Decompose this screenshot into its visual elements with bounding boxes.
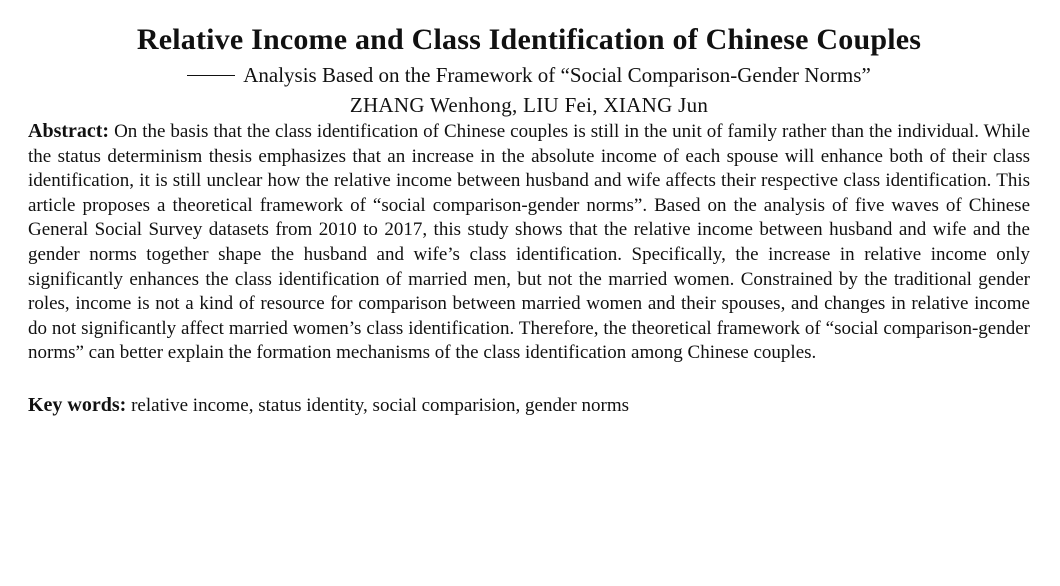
em-dash-rule [187, 75, 235, 76]
abstract-label: Abstract: [28, 120, 110, 142]
keywords-text: relative income, status identity, social comparision, gender norms [131, 394, 629, 416]
abstract-text: On the basis that the class identification of Chinese couples is still in the unit of family rather than the individual. While the status determinism thesis emphasizes that an increase in the absolute income of each spouse will enhance both of their class identification, it is still unclear how the relative income between husband and wife affects their respective class identification. This article proposes a theoretical framework of “social comparison-gender norms”. Based on the analysis of five waves of Chinese General Social Survey datasets from 2010 to 2017, this study shows that the relative income between husband and wife and the gender norms together shape the husband and wife’s class identification. Specifically, the increase in relative income only significantly enhances the class identification of married men, but not the married women. Constrained by the traditional gender roles, income is not a kind of resource for comparison between married women and their spouses, and changes in relative income do not significantly affect married women’s class identification. Therefore, the theoretical framework of “social comparison-gender norms” can better explain the formation mechanisms of the class identification among Chinese couples. [28, 121, 1031, 364]
keywords-line [28, 393, 1030, 418]
paper-subtitle [28, 61, 1030, 89]
abstract-paragraph [28, 119, 1030, 366]
paper-authors: ZHANG Wenhong, LIU Fei, XIANG Jun [349, 93, 709, 117]
paper-page [28, 0, 1030, 418]
keywords-label: Key words: [28, 393, 127, 416]
paper-title: Relative Income and Class Identification of Chinese Couples [136, 23, 922, 56]
paper-subtitle-text: Analysis Based on the Framework of “Social Comparison-Gender Norms” [243, 63, 871, 87]
